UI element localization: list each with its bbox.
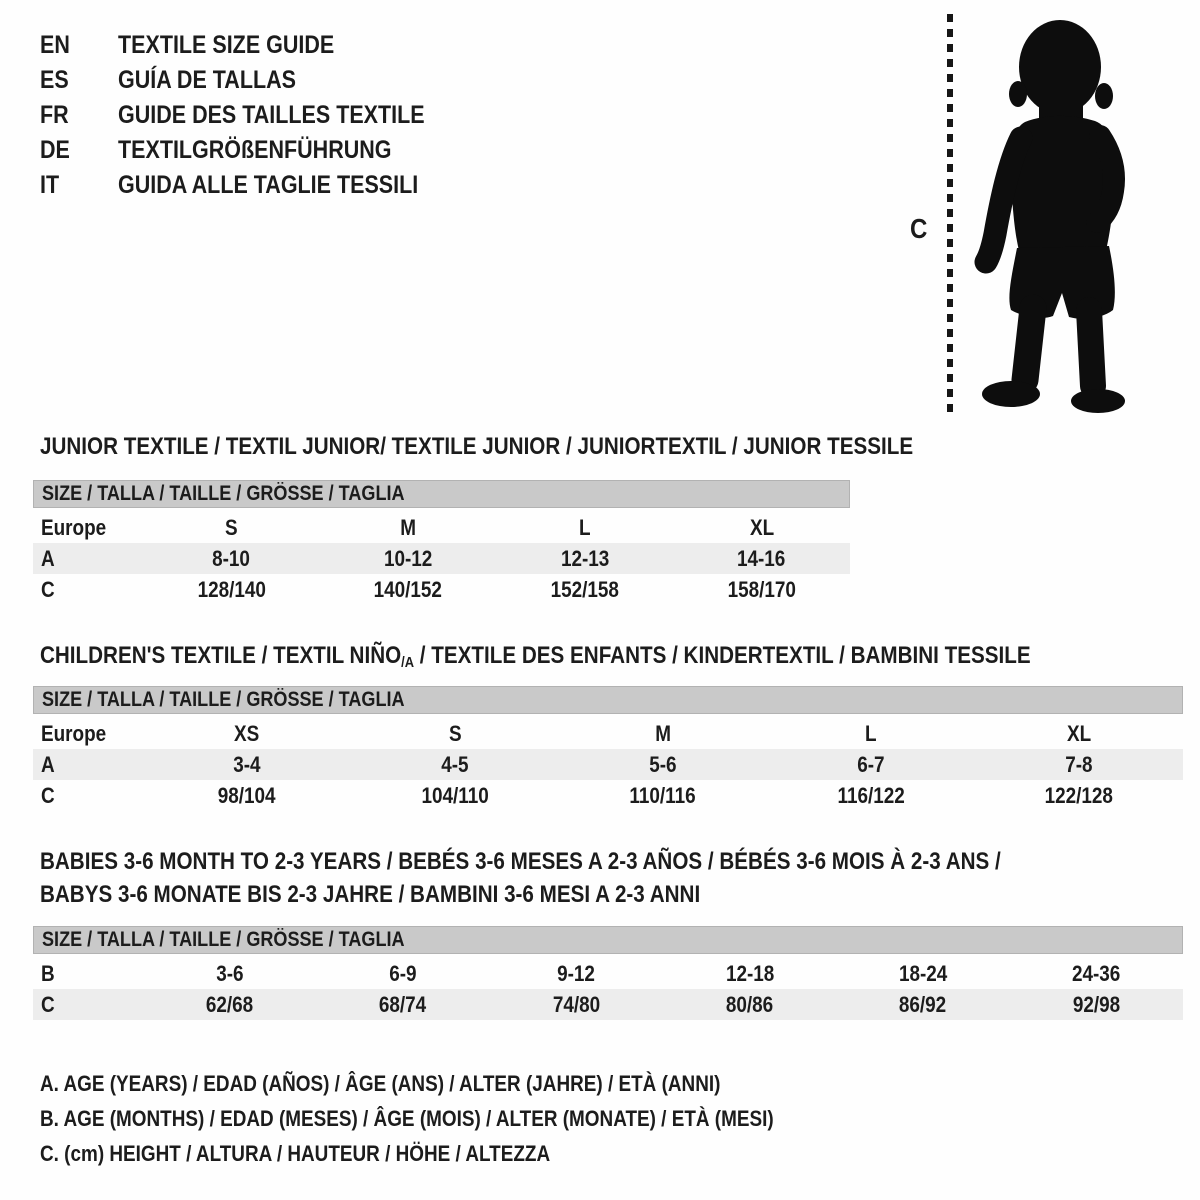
row-label-cell: Europe <box>41 514 107 540</box>
value-cell: XL <box>1066 720 1092 746</box>
value-cell: 86/92 <box>899 991 947 1017</box>
value-cell: 18-24 <box>898 960 948 986</box>
language-guide-title: GUÍA DE TALLAS <box>118 66 296 94</box>
legend-line-a: A. AGE (YEARS) / EDAD (AÑOS) / ÂGE (ANS) / ALTER (JAHRE) / ETÀ (ANNI) <box>40 1070 721 1096</box>
value-cell: 8-10 <box>212 545 251 571</box>
language-row <box>40 98 475 133</box>
baby-silhouette-icon <box>965 10 1143 418</box>
height-measure-dashed-line <box>947 14 953 416</box>
language-guide-title: GUIDE DES TAILLES TEXTILE <box>118 101 425 129</box>
value-cell: 158/170 <box>727 576 796 602</box>
value-cell: 74/80 <box>552 991 600 1017</box>
value-cell: 10-12 <box>383 545 433 571</box>
row-label-cell: C <box>41 576 55 602</box>
value-cell: 68/74 <box>379 991 427 1017</box>
value-cell: S <box>225 514 238 540</box>
value-cell: 110/116 <box>629 782 697 808</box>
babies-title-line1: BABIES 3-6 MONTH TO 2-3 YEARS / BEBÉS 3-6 MESES A 2-3 AÑOS / BÉBÉS 3-6 MOIS À 2-3 ANS / <box>40 848 1001 875</box>
value-cell: 14-16 <box>737 545 786 571</box>
value-cell: 9-12 <box>557 960 596 986</box>
value-cell: 122/128 <box>1044 782 1114 808</box>
value-cell: 7-8 <box>1065 751 1093 777</box>
language-row <box>40 63 475 98</box>
table-row <box>33 989 1183 1020</box>
row-label-cell: B <box>41 960 55 986</box>
value-cell: 80/86 <box>725 991 774 1017</box>
section-title-babies <box>40 845 1157 911</box>
size-header-bar: SIZE / TALLA / TAILLE / GRÖSSE / TAGLIA <box>33 686 1183 714</box>
language-code: EN <box>40 31 70 59</box>
value-cell: 116/122 <box>837 782 905 808</box>
value-cell: 152/158 <box>550 576 620 602</box>
value-cell: XL <box>749 514 774 540</box>
value-cell: 3-6 <box>215 960 244 986</box>
junior-size-table <box>33 480 850 605</box>
table-body <box>33 958 1183 1020</box>
value-cell: M <box>400 514 416 540</box>
language-guide-title: GUIDA ALLE TAGLIE TESSILI <box>118 171 419 199</box>
value-cell: 6-7 <box>857 751 885 777</box>
value-cell: S <box>448 720 462 746</box>
value-cell: 24-36 <box>1072 960 1121 986</box>
language-code: FR <box>40 101 69 129</box>
language-row <box>40 133 475 168</box>
language-row <box>40 168 475 203</box>
row-label-cell: Europe <box>41 720 107 746</box>
language-code: DE <box>40 136 70 164</box>
language-code: ES <box>40 66 69 94</box>
language-title-list <box>40 28 475 203</box>
table-row <box>33 749 1183 780</box>
legend <box>40 1066 893 1171</box>
children-size-table <box>33 686 1183 811</box>
table-row <box>33 958 1183 989</box>
value-cell: M <box>655 720 671 746</box>
language-guide-title: TEXTILGRÖßENFÜHRUNG <box>118 136 392 164</box>
value-cell: L <box>865 720 877 746</box>
size-header-bar: SIZE / TALLA / TAILLE / GRÖSSE / TAGLIA <box>33 926 1183 954</box>
table-row <box>33 780 1183 811</box>
value-cell: 92/98 <box>1072 991 1120 1017</box>
value-cell: 140/152 <box>373 576 443 602</box>
children-title-subscript: /A <box>401 654 415 671</box>
row-label-cell: A <box>41 545 55 571</box>
table-row <box>33 543 850 574</box>
children-title-prefix: CHILDREN'S TEXTILE / TEXTIL NIÑO <box>40 642 402 669</box>
legend-line-b: B. AGE (MONTHS) / EDAD (MESES) / ÂGE (MOIS) / ALTER (MONATE) / ETÀ (MESI) <box>40 1105 774 1131</box>
legend-line-c: C. (cm) HEIGHT / ALTURA / HAUTEUR / HÖHE / ALTEZZA <box>40 1140 551 1166</box>
babies-size-table <box>33 926 1183 1020</box>
value-cell: 104/110 <box>421 782 489 808</box>
value-cell: 6-9 <box>389 960 417 986</box>
table-body <box>33 718 1183 811</box>
value-cell: 12-13 <box>560 545 610 571</box>
table-body <box>33 512 850 605</box>
row-label-cell: C <box>41 782 55 808</box>
value-cell: 4-5 <box>441 751 469 777</box>
value-cell: 12-18 <box>725 960 774 986</box>
value-cell: 3-4 <box>233 751 261 777</box>
babies-title-line2: BABYS 3-6 MONATE BIS 2-3 JAHRE / BAMBINI 3-6 MESI A 2-3 ANNI <box>40 881 701 908</box>
language-code: IT <box>40 171 60 199</box>
language-row <box>40 28 475 63</box>
row-label-cell: C <box>41 991 55 1017</box>
height-line-label: C <box>910 213 928 244</box>
value-cell: 128/140 <box>197 576 266 602</box>
row-label-cell: A <box>41 751 55 777</box>
table-row <box>33 718 1183 749</box>
size-header-bar: SIZE / TALLA / TAILLE / GRÖSSE / TAGLIA <box>33 480 850 508</box>
section-title-children <box>40 639 1192 679</box>
value-cell: L <box>579 514 591 540</box>
value-cell: 98/104 <box>218 782 276 808</box>
table-row <box>33 574 850 605</box>
table-row <box>33 512 850 543</box>
language-guide-title: TEXTILE SIZE GUIDE <box>118 31 335 59</box>
children-title-suffix: / TEXTILE DES ENFANTS / KINDERTEXTIL / BAMBINI TESSILE <box>414 642 1031 669</box>
value-cell: 5-6 <box>649 751 677 777</box>
section-title-junior: JUNIOR TEXTILE / TEXTIL JUNIOR/ TEXTILE JUNIOR / JUNIORTEXTIL / JUNIOR TESSILE <box>40 433 914 460</box>
value-cell: XS <box>234 720 260 746</box>
value-cell: 62/68 <box>205 991 254 1017</box>
